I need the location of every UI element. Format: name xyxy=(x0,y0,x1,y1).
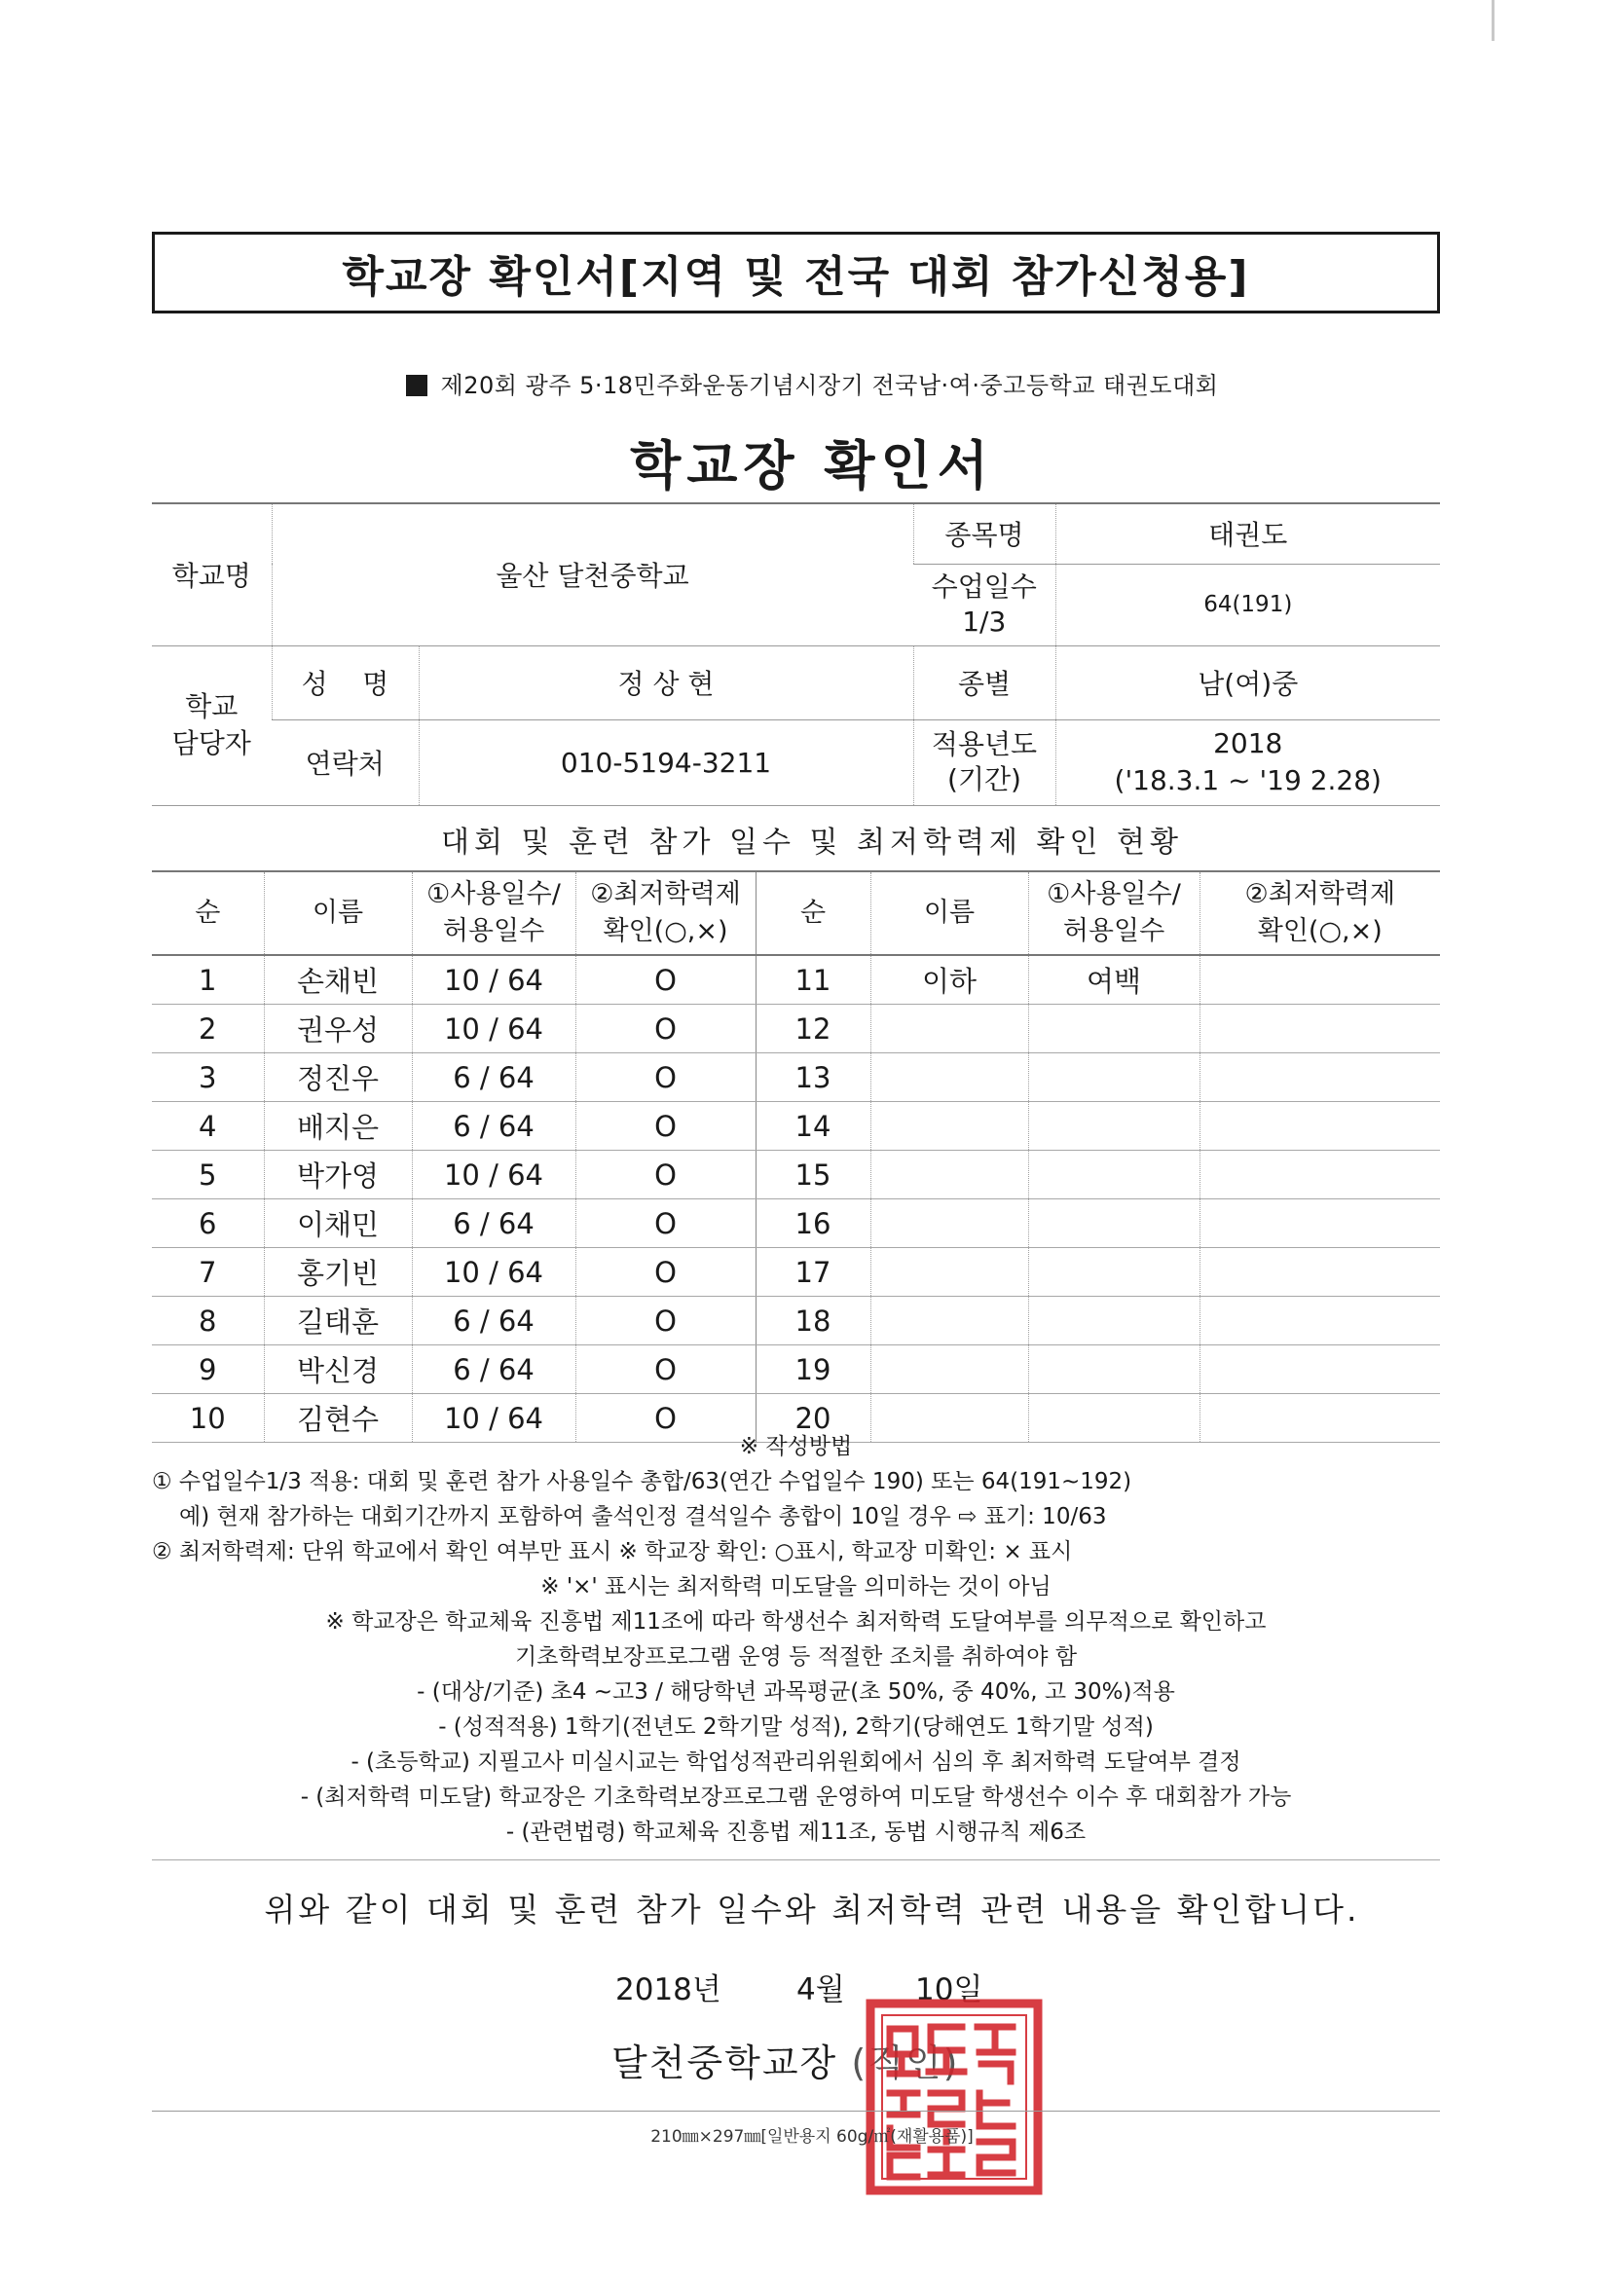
head-days-line2: 허용일수 xyxy=(442,916,545,946)
cell-check-right xyxy=(1200,1151,1440,1199)
cell-name: 김현수 xyxy=(264,1394,412,1443)
manager-label xyxy=(152,645,272,805)
cell-days: 10 / 64 xyxy=(412,1151,575,1199)
cell-name-right xyxy=(870,1199,1028,1248)
school-value: 울산 달천중학교 xyxy=(272,503,913,645)
type-label: 종별 xyxy=(913,645,1055,719)
cell-no: 8 xyxy=(152,1297,264,1345)
cell-no-right: 20 xyxy=(756,1394,870,1443)
cell-no: 2 xyxy=(152,1005,264,1053)
instruction-line-11: - (관련법령) 학교체육 진흥법 제11조, 동법 시행규칙 제6조 xyxy=(505,1820,1087,1845)
cell-no: 4 xyxy=(152,1102,264,1151)
cell-name: 배지은 xyxy=(264,1102,412,1151)
head-check xyxy=(575,871,756,955)
year-label-line2: (기간) xyxy=(947,763,1021,795)
header-title-box xyxy=(152,232,1440,313)
head-check-right-line1: ②최저학력제 xyxy=(1244,879,1396,909)
cell-name: 권우성 xyxy=(264,1005,412,1053)
cell-check-right xyxy=(1200,1345,1440,1394)
table-row xyxy=(152,1345,1440,1394)
official-seal xyxy=(863,1996,1046,2198)
year-label xyxy=(913,719,1055,805)
notes-bottom-rule xyxy=(152,1859,1440,1860)
instruction-line-3: ② 최저학력제: 단위 학교에서 확인 여부만 표시 ※ 학교장 확인: ○표시, 학교장 미확인: × 표시 xyxy=(152,1539,1073,1564)
confirmation-statement: 위와 같이 대회 및 훈련 참가 일수와 최저학력 관련 내용을 확인합니다. xyxy=(264,1891,1360,1929)
date-day: 10일 xyxy=(915,1972,983,2007)
head-days xyxy=(412,871,575,955)
head-no: 순 xyxy=(152,871,264,955)
info-row-name xyxy=(152,645,1440,719)
cell-check-right xyxy=(1200,1199,1440,1248)
roster-table xyxy=(152,870,1440,1443)
cell-no: 9 xyxy=(152,1345,264,1394)
manager-label-line2: 담당자 xyxy=(171,727,251,759)
name-label: 성 명 xyxy=(272,645,419,719)
instruction-line-2: 예) 현재 참가하는 대회기간까지 포함하여 출석인정 결석일수 총합이 10일 경우 ⇨ 표기: 10/63 xyxy=(179,1504,1107,1529)
cell-check-right xyxy=(1200,1102,1440,1151)
cell-check-right xyxy=(1200,1053,1440,1102)
head-no-right: 순 xyxy=(756,871,870,955)
cell-name-right xyxy=(870,1151,1028,1199)
instruction-line-8: - (성적적용) 1학기(전년도 2학기말 성적), 2학기(당해연도 1학기말 성적) xyxy=(438,1714,1154,1740)
cell-days: 10 / 64 xyxy=(412,1005,575,1053)
instruction-line-7: - (대상/기준) 초4 ~고3 / 해당학년 과목평균(초 50%, 중 40%, 고 30%)적용 xyxy=(417,1679,1175,1705)
roster-header-row xyxy=(152,871,1440,955)
cell-name: 홍기빈 xyxy=(264,1248,412,1297)
head-check-line1: ②최저학력제 xyxy=(590,879,741,909)
cell-check-right xyxy=(1200,1297,1440,1345)
school-info-table xyxy=(152,502,1440,806)
cell-days: 6 / 64 xyxy=(412,1102,575,1151)
cell-days: 6 / 64 xyxy=(412,1053,575,1102)
cell-name-right xyxy=(870,1345,1028,1394)
cell-name: 이채민 xyxy=(264,1199,412,1248)
head-check-right xyxy=(1200,871,1440,955)
head-days-right-line2: 허용일수 xyxy=(1062,916,1165,946)
instructions-title: ※ 작성방법 xyxy=(739,1434,853,1459)
manager-label-line1: 학교 xyxy=(185,690,239,722)
head-days-right xyxy=(1028,871,1200,955)
cell-name: 정진우 xyxy=(264,1053,412,1102)
instruction-line-6: 기초학력보장프로그램 운영 등 적절한 조치를 취하여야 함 xyxy=(514,1644,1078,1670)
cell-name-right xyxy=(870,1102,1028,1151)
cell-name-right xyxy=(870,1005,1028,1053)
seal-mark-text: (직인) xyxy=(851,2041,960,2084)
document-title: 학교장 확인서 xyxy=(630,435,994,496)
head-days-right-line1: ①사용일수/ xyxy=(1047,879,1181,909)
cell-name-right xyxy=(870,1297,1028,1345)
date-month: 4월 xyxy=(796,1972,845,2007)
cell-name-right xyxy=(870,1248,1028,1297)
instructions-block xyxy=(152,1429,1440,1850)
school-label: 학교명 xyxy=(152,503,272,645)
cell-days-right xyxy=(1028,1248,1200,1297)
days-label-line1: 수업일수 xyxy=(931,570,1037,603)
sport-label: 종목명 xyxy=(913,503,1055,564)
head-name-right: 이름 xyxy=(870,871,1028,955)
signer-name: 달천중학교장 xyxy=(611,2041,838,2084)
contact-label: 연락처 xyxy=(272,719,419,805)
year-value xyxy=(1055,719,1440,805)
competition-line xyxy=(0,366,1624,400)
cell-check: O xyxy=(575,1053,756,1102)
cell-name-right xyxy=(870,1053,1028,1102)
head-check-line2: 확인(○,×) xyxy=(603,916,728,946)
footer-rule xyxy=(152,2111,1440,2112)
cell-no-right: 13 xyxy=(756,1053,870,1102)
info-row-sport xyxy=(152,503,1440,564)
cell-name-right: 이하 xyxy=(870,955,1028,1005)
cell-days-right xyxy=(1028,1053,1200,1102)
cell-days: 10 / 64 xyxy=(412,1394,575,1443)
seal-icon xyxy=(863,1996,1046,2198)
table-row xyxy=(152,1151,1440,1199)
cell-days-right xyxy=(1028,1005,1200,1053)
header-title: 학교장 확인서[지역 및 전국 대회 참가신청용] xyxy=(342,252,1250,302)
cell-check: O xyxy=(575,1199,756,1248)
days-label-line2: 1/3 xyxy=(962,606,1007,638)
instruction-line-10: - (최저학력 미도달) 학교장은 기초학력보장프로그램 운영하여 미도달 학생선수 이수 후 대회참가 가능 xyxy=(300,1784,1292,1810)
year-value-line1: 2018 xyxy=(1213,727,1283,759)
year-label-line1: 적용년도 xyxy=(931,728,1038,760)
cell-check: O xyxy=(575,1394,756,1443)
days-label xyxy=(913,564,1055,645)
square-bullet-icon xyxy=(406,375,427,396)
cell-no: 5 xyxy=(152,1151,264,1199)
cell-days-right: 여백 xyxy=(1028,955,1200,1005)
cell-check-right xyxy=(1200,1248,1440,1297)
cell-check-right xyxy=(1200,1005,1440,1053)
roster-section-title: 대회 및 훈련 참가 일수 및 최저학력제 확인 현황 xyxy=(441,826,1183,860)
cell-no: 7 xyxy=(152,1248,264,1297)
cell-name: 박가영 xyxy=(264,1151,412,1199)
table-row xyxy=(152,1053,1440,1102)
cell-days: 6 / 64 xyxy=(412,1297,575,1345)
cell-no: 3 xyxy=(152,1053,264,1102)
cell-days: 10 / 64 xyxy=(412,955,575,1005)
cell-check: O xyxy=(575,1297,756,1345)
competition-name: 제20회 광주 5·18민주화운동기념시장기 전국남·여·중고등학교 태권도대회 xyxy=(440,372,1219,399)
cell-days-right xyxy=(1028,1199,1200,1248)
cell-no-right: 17 xyxy=(756,1248,870,1297)
cell-no-right: 16 xyxy=(756,1199,870,1248)
date-year: 2018년 xyxy=(615,1972,721,2007)
cell-no: 6 xyxy=(152,1199,264,1248)
cell-no: 1 xyxy=(152,955,264,1005)
cell-no-right: 12 xyxy=(756,1005,870,1053)
scan-edge-mark xyxy=(1492,0,1495,41)
cell-no: 10 xyxy=(152,1394,264,1443)
days-value: 64(191) xyxy=(1055,564,1440,645)
table-row xyxy=(152,1248,1440,1297)
info-row-contact xyxy=(152,719,1440,805)
instruction-line-4: ※ '×' 표시는 최저학력 미도달을 의미하는 것이 아님 xyxy=(540,1574,1052,1600)
cell-days-right xyxy=(1028,1151,1200,1199)
head-name: 이름 xyxy=(264,871,412,955)
cell-no-right: 11 xyxy=(756,955,870,1005)
cell-name: 박신경 xyxy=(264,1345,412,1394)
cell-days-right xyxy=(1028,1345,1200,1394)
cell-no-right: 18 xyxy=(756,1297,870,1345)
head-days-line1: ①사용일수/ xyxy=(426,879,561,909)
cell-check: O xyxy=(575,1345,756,1394)
sport-value: 태권도 xyxy=(1055,503,1440,564)
cell-no-right: 15 xyxy=(756,1151,870,1199)
type-value: 남(여)중 xyxy=(1055,645,1440,719)
roster-body xyxy=(152,955,1440,1443)
instruction-line-5: ※ 학교장은 학교체육 진흥법 제11조에 따라 학생선수 최저학력 도달여부를 의무적으로 확인하고 xyxy=(325,1609,1267,1635)
table-row xyxy=(152,1102,1440,1151)
cell-check: O xyxy=(575,955,756,1005)
instruction-line-1: ① 수업일수1/3 적용: 대회 및 훈련 참가 사용일수 총합/63(연간 수업일수 190) 또는 64(191~192) xyxy=(152,1469,1132,1494)
cell-days-right xyxy=(1028,1297,1200,1345)
cell-days: 6 / 64 xyxy=(412,1345,575,1394)
cell-days: 10 / 64 xyxy=(412,1248,575,1297)
cell-name: 길태훈 xyxy=(264,1297,412,1345)
table-row xyxy=(152,1199,1440,1248)
cell-days-right xyxy=(1028,1102,1200,1151)
head-check-right-line2: 확인(○,×) xyxy=(1257,916,1383,946)
contact-value: 010-5194-3211 xyxy=(419,719,913,805)
paper-spec-footer: 210㎜×297㎜[일반용지 60g/㎡(재활용품)] xyxy=(650,2127,974,2147)
table-row xyxy=(152,955,1440,1005)
cell-check: O xyxy=(575,1102,756,1151)
table-row xyxy=(152,1005,1440,1053)
cell-check-right xyxy=(1200,955,1440,1005)
instruction-line-9: - (초등학교) 지필고사 미실시교는 학업성적관리위원회에서 심의 후 최저학력 도달여부 결정 xyxy=(351,1749,1241,1775)
cell-check: O xyxy=(575,1248,756,1297)
cell-check: O xyxy=(575,1151,756,1199)
name-value: 정 상 현 xyxy=(419,645,913,719)
cell-no-right: 14 xyxy=(756,1102,870,1151)
table-row xyxy=(152,1297,1440,1345)
year-value-line2: ('18.3.1 ~ '19 2.28) xyxy=(1114,764,1382,796)
cell-days: 6 / 64 xyxy=(412,1199,575,1248)
cell-no-right: 19 xyxy=(756,1345,870,1394)
cell-check: O xyxy=(575,1005,756,1053)
cell-name: 손채빈 xyxy=(264,955,412,1005)
